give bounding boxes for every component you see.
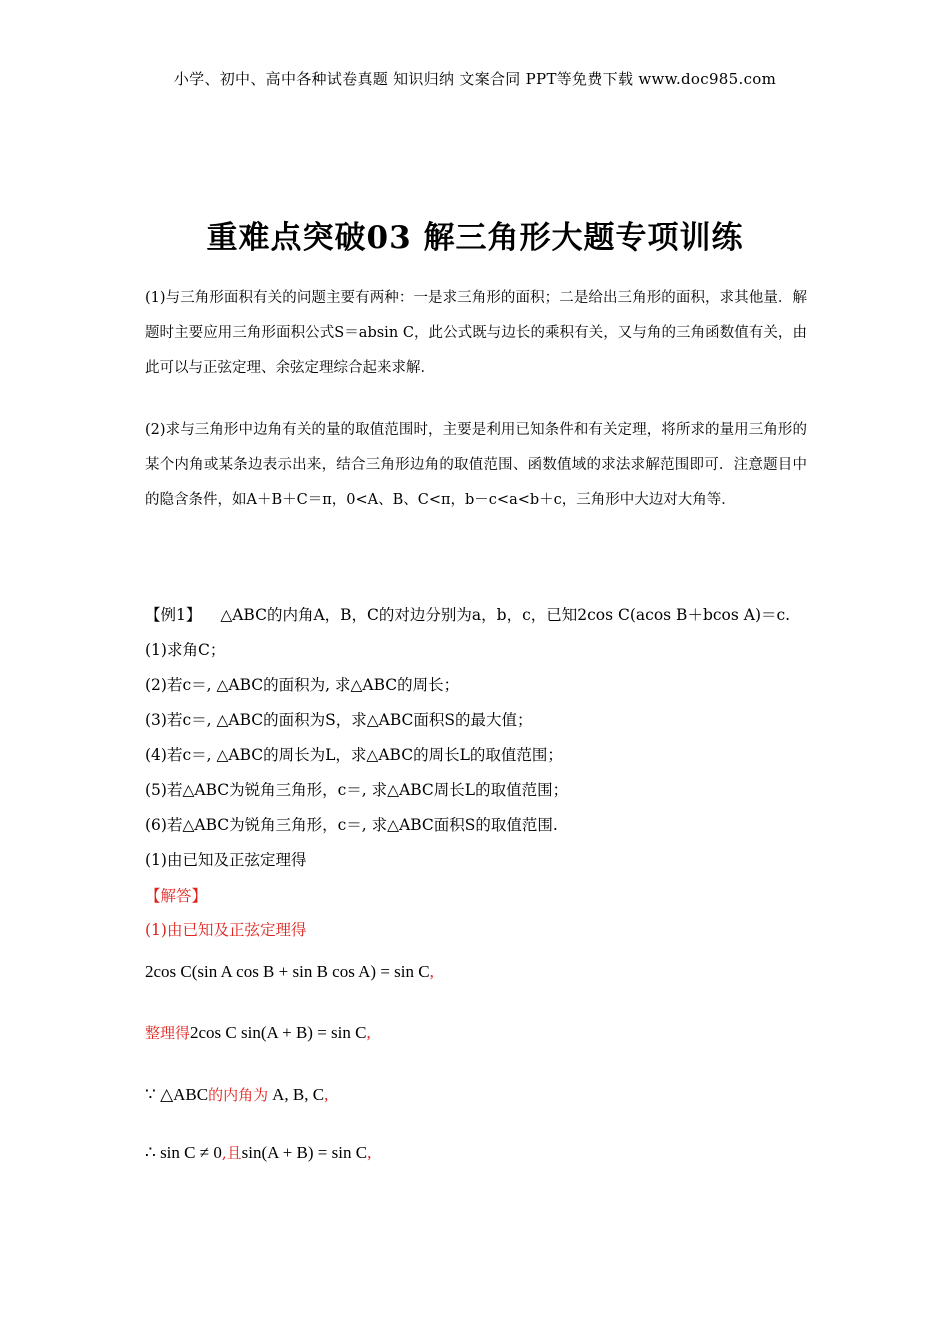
equation-1-comma: , <box>429 962 434 981</box>
equation-4-body: sin(A + B) = sin C <box>241 1143 368 1162</box>
question-3: (3)若c＝, △ABC的面积为S，求△ABC面积S的最大值； <box>145 711 533 729</box>
solution-label: 【解答】 <box>145 887 208 905</box>
question-6: (6)若△ABC为锐角三角形，c＝, 求△ABC面积S的取值范围. <box>145 816 558 834</box>
equation-2-comma: , <box>366 1023 371 1042</box>
question-4: (4)若c＝, △ABC的周长为L，求△ABC的周长L的取值范围； <box>145 746 563 764</box>
equation-3-prefix: ∵ △ABC <box>145 1085 209 1104</box>
equation-4-comma: , <box>367 1143 372 1162</box>
question-2: (2)若c＝, △ABC的面积为, 求△ABC的周长； <box>145 676 460 694</box>
equation-1 <box>145 962 434 982</box>
example-stem-line <box>145 603 815 625</box>
page-title: 重难点突破03 解三角形大题专项训练 <box>206 220 744 256</box>
intro-paragraph-2: (2)求与三角形中边角有关的量的取值范围时，主要是利用已知条件和有关定理，将所求的量用三角形的某个内角或某条边表示出来，结合三角形边角的取值范围、函数值域的求法求解范围即可．注意题目中的隐含条件，如A＋B＋C＝π，0<A、B、C<π，b－c<a<b＋c，三角形中大边对大角等． <box>145 422 807 508</box>
example-label: 【例1】 <box>145 606 202 624</box>
equation-3-vars: A, B, C <box>272 1085 325 1104</box>
solution-step-1: (1)由已知及正弦定理得 <box>145 921 307 939</box>
example-note: (1)由已知及正弦定理得 <box>145 851 307 869</box>
equation-2-prefix: 整理得 <box>145 1024 191 1042</box>
equation-3 <box>145 1084 328 1105</box>
question-5: (5)若△ABC为锐角三角形，c＝, 求△ABC周长L的取值范围； <box>145 781 569 799</box>
equation-3-mid: 的内角为 <box>208 1086 269 1104</box>
equation-4-mid: ,且 <box>221 1144 242 1162</box>
example-stem: △ABC的内角A，B，C的对边分别为a，b，c，已知2cos C(acos B＋bcos A)＝c. <box>220 606 791 624</box>
equation-3-comma: , <box>324 1085 329 1104</box>
page-header: 小学、初中、高中各种试卷真题 知识归纳 文案合同 PPT等免费下载 www.doc985.com <box>173 70 777 88</box>
equation-1-body: 2cos C(sin A cos B + sin B cos A) = sin C <box>145 962 430 981</box>
equation-2-body: 2cos C sin(A + B) = sin C <box>190 1023 367 1042</box>
equation-4-prefix: ∴ sin C ≠ 0 <box>145 1143 222 1162</box>
question-1: (1)求角C； <box>145 641 226 659</box>
intro-paragraph-1: (1)与三角形面积有关的问题主要有两种：一是求三角形的面积；二是给出三角形的面积，求其他量．解题时主要应用三角形面积公式S＝absin C，此公式既与边长的乘积有关，又与角的三角函数值有关，由此可以与正弦定理、余弦定理综合起来求解． <box>145 290 807 376</box>
equation-2 <box>145 1022 371 1043</box>
equation-4 <box>145 1142 371 1163</box>
